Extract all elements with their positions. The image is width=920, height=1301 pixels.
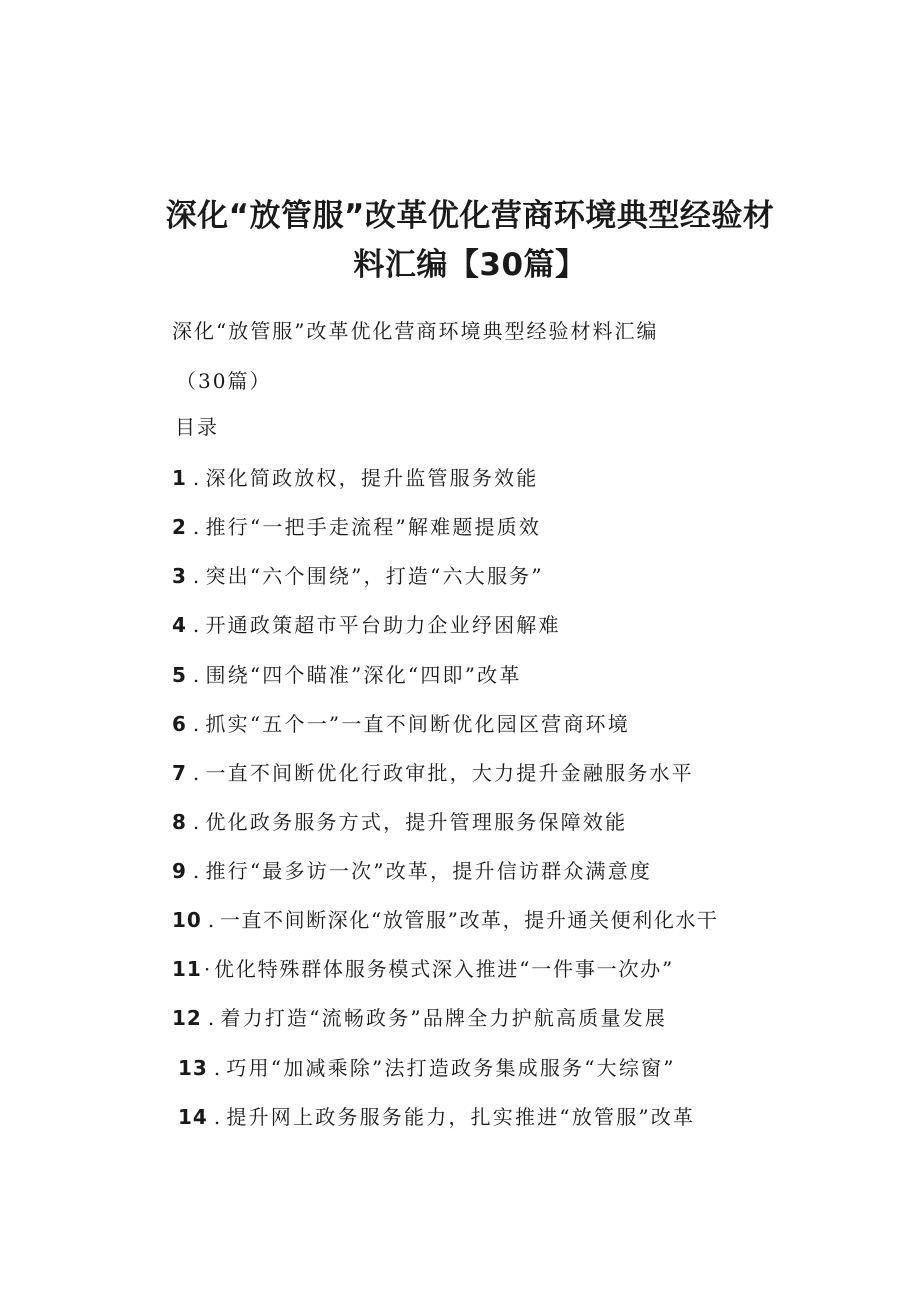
document-subtitle: 深化“放管服”改革优化营商环境典型经验材料汇编: [172, 319, 659, 343]
toc-item-number: 5: [172, 663, 187, 687]
toc-item-text: 一直不间断深化“放管服”改革，提升通关便利化水干: [219, 908, 719, 932]
toc-item: [172, 464, 538, 492]
document-title-line-2: 料汇编【30篇】: [353, 247, 587, 283]
toc-item: [172, 955, 674, 983]
toc-item-separator: .: [192, 761, 202, 785]
toc-item-separator: .: [192, 663, 202, 687]
toc-item-number: 11: [172, 957, 202, 981]
toc-item-separator: ·: [203, 957, 213, 981]
toc-item: [172, 611, 561, 639]
toc-item: [178, 1054, 676, 1082]
toc-item-text: 一直不间断优化行政审批，大力提升金融服务水平: [205, 761, 694, 785]
toc-item-text: 提升网上政务服务能力，扎实推进“放管服”改革: [226, 1105, 696, 1129]
toc-item-number: 10: [172, 908, 202, 932]
toc-item-text: 抓实“五个一”一直不间断优化园区营商环境: [205, 712, 630, 736]
toc-item-text: 优化特殊群体服务模式深入推进“一件事一次办”: [214, 957, 675, 981]
toc-item: [172, 562, 544, 590]
toc-item-separator: .: [192, 613, 202, 637]
toc-item-separator: .: [192, 859, 202, 883]
toc-item: [172, 513, 541, 541]
toc-item-text: 着力打造“流畅政务”品牌全力护航高质量发展: [220, 1006, 668, 1030]
toc-heading: 目录: [175, 415, 219, 439]
toc-item-separator: .: [213, 1056, 223, 1080]
toc-item: [178, 1103, 695, 1131]
toc-item-text: 优化政务服务方式，提升管理服务保障效能: [205, 810, 628, 834]
toc-item-separator: .: [213, 1105, 223, 1129]
toc-item: [172, 710, 630, 738]
document-subtitle-count: （30篇）: [176, 369, 272, 393]
toc-item-number: 9: [172, 859, 187, 883]
toc-item-text: 深化简政放权，提升监管服务效能: [205, 466, 539, 490]
toc-item-separator: .: [192, 712, 202, 736]
toc-item-separator: .: [192, 466, 202, 490]
toc-item: [172, 906, 719, 934]
toc-item-number: 8: [172, 810, 187, 834]
toc-item-separator: .: [192, 515, 202, 539]
toc-item: [172, 1004, 667, 1032]
toc-item: [172, 857, 652, 885]
toc-item-separator: .: [192, 564, 202, 588]
toc-item-number: 13: [178, 1056, 208, 1080]
toc-item-separator: .: [207, 1006, 217, 1030]
document-title-line-1: 深化“放管服”改革优化营商环境典型经验材: [165, 198, 775, 234]
toc-item: [172, 759, 694, 787]
toc-item-separator: .: [192, 810, 202, 834]
toc-item-text: 推行“一把手走流程”解难题提质效: [205, 515, 542, 539]
toc-item-number: 6: [172, 712, 187, 736]
toc-item-number: 14: [178, 1105, 208, 1129]
toc-item-number: 2: [172, 515, 187, 539]
toc-item-text: 开通政策超市平台助力企业纾困解难: [205, 613, 561, 637]
toc-item-text: 巧用“加减乘除”法打造政务集成服务“大综窗”: [226, 1056, 676, 1080]
toc-item-number: 1: [172, 466, 187, 490]
toc-item-number: 7: [172, 761, 187, 785]
toc-item-text: 突出“六个围绕”，打造“六大服务”: [205, 564, 544, 588]
toc-item-text: 围绕“四个瞄准”深化“四即”改革: [205, 663, 522, 687]
toc-item-text: 推行“最多访一次”改革，提升信访群众满意度: [205, 859, 653, 883]
toc-item: [172, 661, 522, 689]
toc-item-number: 4: [172, 613, 187, 637]
toc-item-number: 12: [172, 1006, 202, 1030]
toc-item: [172, 808, 627, 836]
toc-item-number: 3: [172, 564, 187, 588]
toc-item-separator: .: [207, 908, 216, 932]
